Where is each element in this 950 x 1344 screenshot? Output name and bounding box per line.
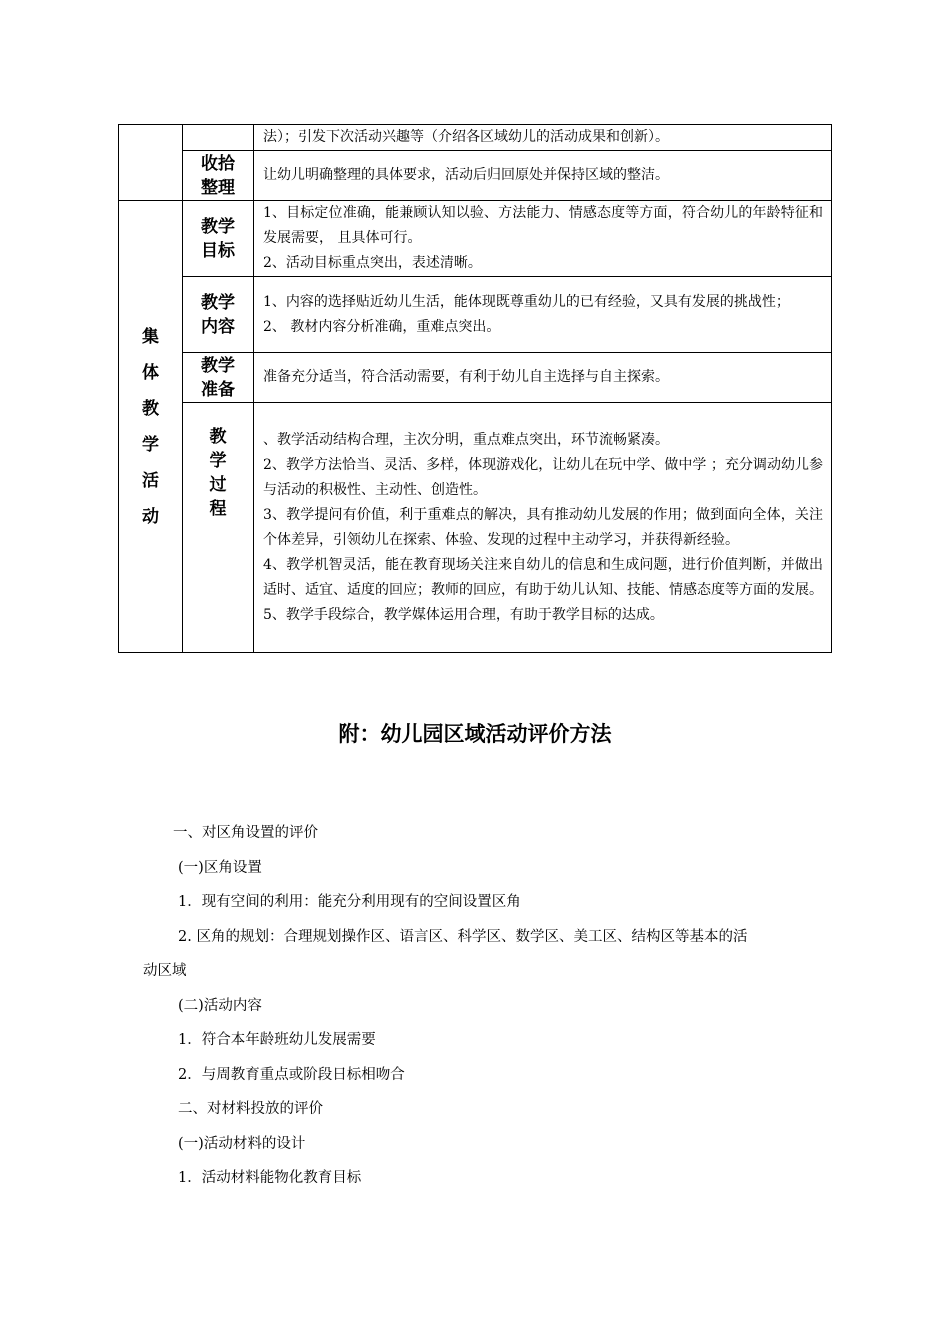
content-cell: [254, 151, 832, 201]
label-line: 整理: [201, 177, 235, 198]
category-char: 集: [142, 326, 159, 347]
table-row: [119, 125, 832, 151]
paragraph: (二)活动内容: [178, 997, 262, 1014]
paragraph: 2. 区角的规划：合理规划操作区、语言区、科学区、数学区、美工区、结构区等基本的活: [178, 928, 748, 945]
paragraph: (一)区角设置: [178, 859, 262, 876]
paragraph: (一)活动材料的设计: [178, 1135, 306, 1152]
category-char: 活: [142, 470, 159, 491]
table-row: [119, 353, 832, 403]
cleanup-text: 让幼儿明确整理的具体要求，活动后归回原处并保持区域的整洁。: [263, 167, 669, 183]
process-line: 5、教学手段综合，教学媒体运用合理，有助于教学目标的达成。: [263, 606, 664, 623]
table-row: [119, 151, 832, 201]
row-label-prep: [183, 353, 254, 403]
label-line: 目标: [201, 240, 235, 261]
row-label-goals: [183, 201, 254, 277]
content-line: 1、内容的选择贴近幼儿生活，能体现既尊重幼儿的已有经验，又具有发展的挑战性；: [263, 293, 790, 310]
label-line: 教学: [201, 355, 235, 376]
content-cell: [254, 403, 832, 653]
paragraph: 1．现有空间的利用：能充分利用现有的空间设置区角: [178, 894, 521, 910]
label-char: 学: [209, 451, 227, 471]
process-line: 4、教学机智灵活，能在教育现场关注来自幼儿的信息和生成问题，进行价值判断，并做出适时、适宜、适度的回应；教师的回应，有助于幼儿认知、技能、情感态度等方面的发展。: [263, 556, 823, 598]
content-cell: [254, 125, 832, 151]
paragraph: 1．符合本年龄班幼儿发展需要: [178, 1032, 376, 1048]
label-line: 教学: [201, 216, 235, 237]
category-char: 学: [142, 434, 159, 455]
appendix-body: [143, 820, 823, 1200]
process-line: 3、教学提问有价值，利于重难点的解决，具有推动幼儿发展的作用；做到面向全体，关注个体差异，引领幼儿在探索、体验、发现的过程中主动学习，并获得新经验。: [263, 506, 823, 548]
continued-text: 法）；引发下次活动兴趣等（介绍各区域幼儿的活动成果和创新）。: [263, 129, 669, 145]
label-char: 教: [209, 427, 227, 447]
goals-line: 2、活动目标重点突出，表述清晰。: [263, 255, 482, 271]
table-row: [119, 403, 832, 653]
content-cell: [254, 277, 832, 353]
content-cell: [254, 201, 832, 277]
evaluation-table: [118, 124, 832, 653]
appendix-title: 附：幼儿园区域活动评价方法: [338, 722, 612, 746]
paragraph: 动区域: [143, 963, 187, 979]
label-char: 过: [209, 475, 227, 495]
paragraph: 二、对材料投放的评价: [178, 1101, 323, 1117]
row-label-process: [183, 403, 254, 653]
category-char: 动: [142, 506, 159, 527]
content-cell: [254, 353, 832, 403]
label-cell-empty: [183, 125, 254, 151]
label-line: 内容: [201, 316, 235, 337]
paragraph: 一、对区角设置的评价: [173, 825, 318, 841]
label-line: 收拾: [201, 153, 235, 174]
paragraph: 1．活动材料能物化教育目标: [178, 1170, 362, 1186]
category-label: [119, 201, 183, 653]
process-line: 、教学活动结构合理，主次分明，重点难点突出，环节流畅紧凑。: [263, 431, 669, 448]
process-line: 2、教学方法恰当、灵活、多样，体现游戏化，让幼儿在玩中学、做中学 ；充分调动幼儿参与活动的积极性、主动性、创造性。: [263, 456, 823, 498]
category-cell-empty: [119, 125, 183, 201]
label-line: 准备: [201, 379, 235, 400]
table-row: [119, 277, 832, 353]
category-char: 教: [142, 398, 159, 419]
row-label-content: [183, 277, 254, 353]
goals-line: 1、目标定位准确，能兼顾认知以验、方法能力、情感态度等方面，符合幼儿的年龄特征和发展需要， 且具体可行。: [263, 205, 823, 246]
prep-text: 准备充分适当，符合活动需要，有利于幼儿自主选择与自主探索。: [263, 369, 669, 385]
paragraph: 2．与周教育重点或阶段日标相吻合: [178, 1066, 405, 1083]
row-label-cleanup: [183, 151, 254, 201]
table-row: [119, 201, 832, 277]
category-char: 体: [142, 362, 159, 383]
content-line: 2、 教材内容分析准确，重难点突出。: [263, 318, 501, 335]
label-char: 程: [209, 499, 227, 519]
label-line: 教学: [201, 292, 235, 313]
